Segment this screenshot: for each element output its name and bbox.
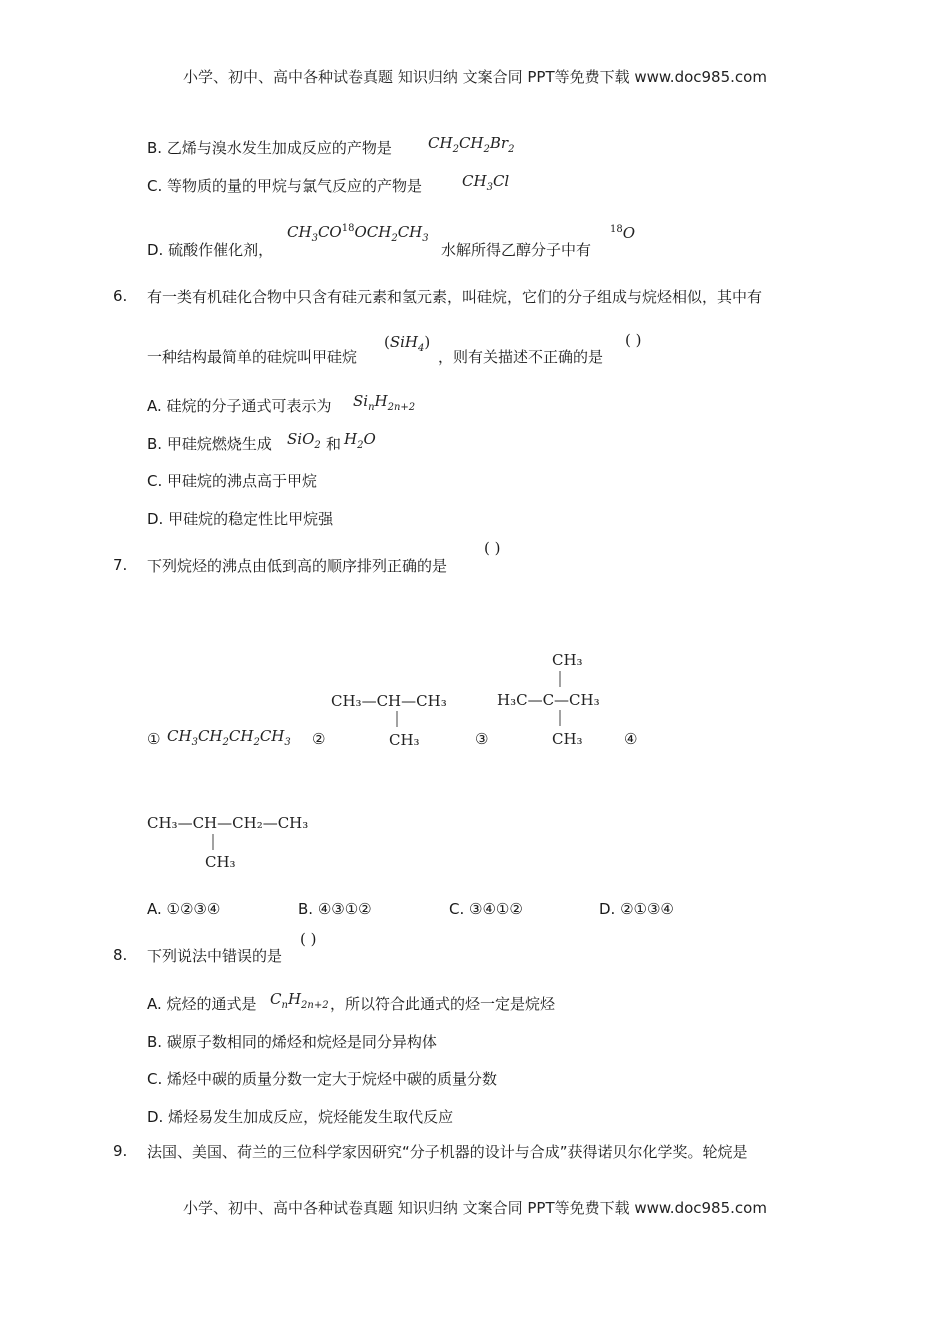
page-footer: 小学、初中、高中各种试卷真题 知识归纳 文案合同 PPT等免费下载 www.doc985.com — [183, 1199, 767, 1217]
q7-label-4: ④ — [624, 730, 638, 748]
q7-option-a: A. ①②③④ — [147, 900, 221, 918]
q8-option-a: A. 烷烃的通式是 — [147, 995, 257, 1013]
q5-option-b-formula: $CH_2CH_2Br_2$ — [428, 134, 515, 155]
isopentane-branch: CH₃ — [205, 853, 236, 871]
neopentane-bottom: CH₃ — [552, 730, 583, 748]
q6-option-b-formula2: $H_2O$ — [344, 430, 376, 451]
q7-option-b: B. ④③①② — [298, 900, 372, 918]
q7-label-3: ③ — [475, 730, 489, 748]
answer-blank: ( ) — [625, 331, 642, 349]
q6-option-b: B. 甲硅烷燃烧生成 — [147, 435, 272, 453]
answer-blank: ( ) — [300, 930, 317, 948]
q6-option-c: C. 甲硅烷的沸点高于甲烷 — [147, 472, 318, 490]
q7-label-2: ② — [312, 730, 326, 748]
q6-stem-line1: 有一类有机硅化合物中只含有硅元素和氢元素，叫硅烷，它们的分子组成与烷烃相似，其中有 — [147, 288, 763, 306]
answer-blank: ( ) — [484, 539, 501, 557]
q5-option-d-text: 水解所得乙醇分子中有 — [441, 241, 592, 259]
q6-option-a-formula: $Si_nH_{2n+2}$ — [353, 392, 416, 413]
q6-silane-formula: (SiH$_4$) — [384, 333, 431, 354]
q8-option-d: D. 烯烃易发生加成反应，烷烃能发生取代反应 — [147, 1108, 454, 1126]
page-header: 小学、初中、高中各种试卷真题 知识归纳 文案合同 PPT等免费下载 www.doc985.com — [183, 68, 767, 86]
question-number: 9. — [113, 1142, 128, 1160]
q8-option-a-formula: $C_nH_{2n+2}$ — [270, 990, 329, 1011]
q5-option-b: B. 乙烯与溴水发生加成反应的产物是 — [147, 139, 392, 157]
q8-option-a-end: ，所以符合此通式的烃一定是烷烃 — [330, 995, 556, 1013]
question-number: 8. — [113, 946, 128, 964]
q5-option-d-isotope: $^{18}$O — [610, 224, 636, 242]
q8-stem: 下列说法中错误的是 — [147, 947, 283, 965]
q5-option-d-formula: $CH_3CO^{18}OCH_2CH_3$ — [287, 223, 429, 244]
question-number: 7. — [113, 556, 128, 574]
q6-stem-line2: 一种结构最简单的硅烷叫甲硅烷 — [147, 348, 358, 366]
q5-option-c: C. 等物质的量的甲烷与氯气反应的产物是 — [147, 177, 423, 195]
q6-stem-line2-end: ，则有关描述不正确的是 — [438, 348, 604, 366]
isopentane-main-chain: CH₃—CH—CH₂—CH₃ — [147, 814, 309, 832]
question-number: 6. — [113, 287, 128, 305]
q6-option-a: A. 硅烷的分子通式可表示为 — [147, 397, 332, 415]
neopentane-top: CH₃ — [552, 651, 583, 669]
q5-option-c-formula: $CH_3Cl$ — [462, 172, 510, 193]
q5-option-d: D. 硫酸作催化剂， — [147, 241, 274, 259]
neopentane-main-chain: H₃C—C—CH₃ — [497, 691, 600, 709]
q6-option-b-and: 和 — [326, 435, 342, 453]
q7-butane-formula: $CH_3CH_2CH_2CH_3$ — [167, 727, 291, 748]
q7-option-d: D. ②①③④ — [599, 900, 674, 918]
q6-option-d: D. 甲硅烷的稳定性比甲烷强 — [147, 510, 334, 528]
isobutane-main-chain: CH₃—CH—CH₃ — [331, 692, 447, 710]
isobutane-branch: CH₃ — [389, 731, 420, 749]
q6-option-b-formula1: SiO$_2$ — [287, 430, 321, 451]
q7-stem: 下列烷烃的沸点由低到高的顺序排列正确的是 — [147, 557, 448, 575]
q9-stem-line1: 法国、美国、荷兰的三位科学家因研究“分子机器的设计与合成”获得诺贝尔化学奖。轮烷是 — [147, 1143, 748, 1161]
q7-label-1: ① — [147, 730, 161, 748]
q8-option-b: B. 碳原子数相同的烯烃和烷烃是同分异构体 — [147, 1033, 437, 1051]
q8-option-c: C. 烯烃中碳的质量分数一定大于烷烃中碳的质量分数 — [147, 1070, 498, 1088]
q7-option-c: C. ③④①② — [449, 900, 523, 918]
